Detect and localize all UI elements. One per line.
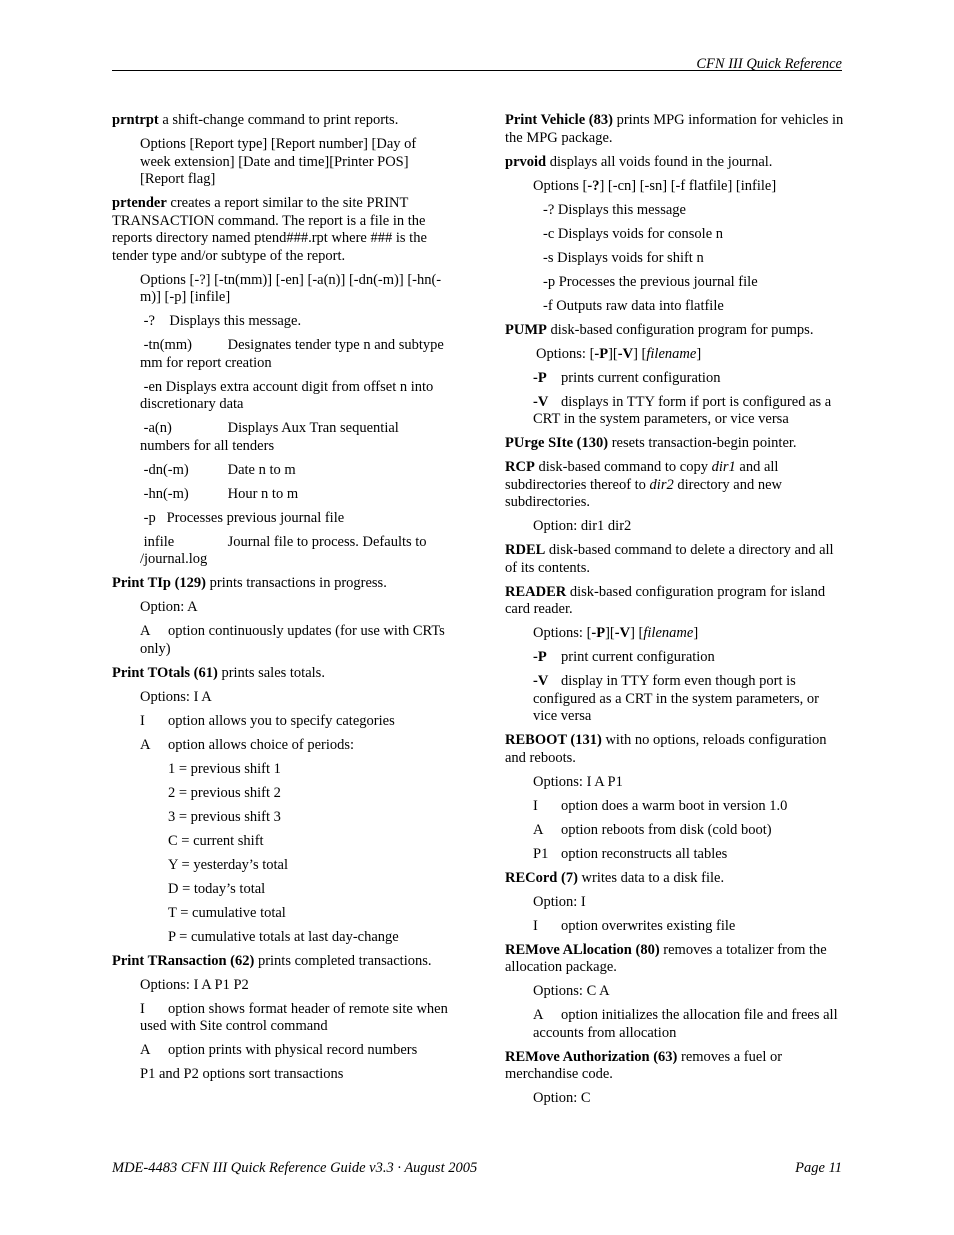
option-key: A	[140, 1042, 151, 1058]
option-value: Date n to m	[227, 461, 296, 478]
option-value: option continuously updates (for use with CRTs only)	[140, 623, 445, 657]
page-number: Page 11	[795, 1160, 842, 1176]
command-name: Print TOtals (61)	[112, 664, 218, 681]
period-item: Y = yesterday’s total	[168, 856, 288, 873]
option-key: -tn(mm)	[143, 337, 192, 353]
option-line: Option: I	[533, 893, 586, 910]
command-name: REBOOT (131)	[505, 732, 602, 748]
option-value: Displays this message.	[169, 313, 302, 329]
text: Options: [	[533, 625, 592, 641]
option-value: option reconstructs all tables	[561, 845, 728, 862]
option-item: -? Displays this message	[543, 201, 686, 218]
option-item	[140, 623, 450, 658]
option-value: prints current configuration	[561, 369, 721, 386]
text: -P	[591, 625, 606, 641]
option-item	[140, 420, 450, 455]
option-item	[533, 846, 845, 864]
text: filename	[643, 625, 694, 641]
running-header: CFN III Quick Reference	[696, 56, 842, 72]
command-desc: creates a report similar to the site PRINT TRANSACTION command. The report is a file in the reports directory named ptend###.rpt where ### is the tender type and/or subtype of the report.	[112, 195, 427, 264]
command-desc: disk-based command to copy	[534, 459, 712, 475]
command-desc: disk-based command to delete a directory and all of its contents.	[505, 542, 834, 576]
option-item	[533, 822, 845, 840]
option-value: option prints with physical record numbers	[168, 1042, 418, 1058]
option-item	[533, 370, 845, 388]
option-item	[140, 1001, 450, 1036]
option-key: -p	[143, 509, 156, 526]
command-name: PUMP	[505, 321, 547, 338]
rcp-entry	[505, 459, 845, 512]
option-line: Options: C A	[533, 983, 610, 999]
command-name: RECord (7)	[505, 869, 578, 886]
command-desc: a shift-change command to print reports.	[158, 112, 399, 128]
command-name: Print TIp (129)	[112, 575, 206, 591]
option-line: Option: A	[140, 599, 198, 615]
option-item	[533, 1007, 845, 1042]
option-line: Options [-?] [-tn(mm)] [-en] [-a(n)] [-dn(-m)] [-hn(-m)] [-p] [infile]	[140, 271, 442, 305]
option-key: I	[533, 797, 538, 814]
text: ]	[696, 345, 702, 362]
option-item	[140, 462, 450, 480]
command-desc: disk-based configuration program for island card reader.	[505, 583, 826, 617]
option-value: option allows choice of periods:	[168, 736, 355, 753]
reader-entry	[505, 584, 845, 619]
text: -V	[614, 625, 631, 641]
period-item: C = current shift	[168, 832, 264, 849]
option-key: I	[533, 917, 538, 934]
period-item: T = cumulative total	[168, 904, 286, 921]
prvoid-entry	[505, 154, 845, 172]
page-footer	[112, 1160, 842, 1178]
command-name: READER	[505, 583, 567, 600]
text: -V	[617, 345, 634, 362]
option-key: A	[533, 821, 544, 838]
option-key: -P	[533, 369, 547, 386]
option-value: print current configuration	[561, 649, 715, 665]
option-key: infile	[143, 533, 175, 550]
option-item	[533, 918, 845, 936]
option-line	[536, 346, 845, 364]
option-key: I	[140, 712, 145, 729]
option-value: option overwrites existing file	[561, 917, 736, 934]
command-desc: prints MPG information for vehicles in the MPG package.	[505, 112, 844, 146]
command-name: prntrpt	[112, 112, 159, 128]
period-item: 2 = previous shift 2	[168, 784, 281, 801]
period-item: 3 = previous shift 3	[168, 808, 281, 825]
option-item	[140, 379, 450, 414]
remove-authorization-entry	[505, 1049, 845, 1084]
left-column	[112, 112, 450, 1090]
option-item: -s Displays voids for shift n	[543, 249, 704, 266]
print-transaction-entry	[112, 953, 450, 971]
command-desc: and all subdirectories thereof to	[505, 459, 779, 493]
text: dir1	[711, 459, 736, 475]
command-name: RCP	[505, 459, 535, 475]
command-name: RDEL	[505, 542, 546, 558]
option-value: Displays Aux Tran sequential numbers for all tenders	[140, 420, 399, 454]
record-entry	[505, 870, 845, 888]
command-name: prvoid	[505, 153, 547, 170]
command-desc: resets transaction-begin pointer.	[608, 435, 797, 451]
command-desc: writes data to a disk file.	[577, 869, 725, 886]
command-name: PUrge SIte (130)	[505, 435, 609, 451]
option-item	[533, 673, 845, 726]
option-key: -a(n)	[143, 420, 172, 436]
option-key: P1	[533, 845, 549, 862]
option-item	[140, 737, 450, 755]
option-value: option shows format header of remote site when used with Site control command	[140, 1000, 448, 1034]
print-vehicle-entry	[505, 112, 845, 147]
option-value: Processes previous journal file	[166, 509, 345, 526]
rdel-entry	[505, 542, 845, 577]
period-item: 1 = previous shift 1	[168, 760, 281, 777]
option-item	[140, 713, 450, 731]
option-key: -en	[143, 378, 163, 395]
command-name: REMove ALlocation (80)	[505, 941, 660, 958]
text: ]	[693, 625, 699, 641]
option-key: A	[140, 623, 151, 639]
command-desc: with no options, reloads configuration and reboots.	[505, 732, 827, 766]
option-value: Designates tender type n and subtype mm for report creation	[140, 337, 444, 371]
option-line: Options: I A P1 P2	[140, 976, 249, 993]
period-item: P = cumulative totals at last day-change	[168, 928, 399, 945]
command-name: Print TRansaction (62)	[112, 952, 255, 969]
option-item: -p Processes the previous journal file	[543, 273, 758, 290]
remove-allocation-entry	[505, 942, 845, 977]
text: -?	[587, 177, 600, 194]
reboot-entry	[505, 732, 845, 767]
option-item	[533, 394, 845, 429]
option-line	[533, 625, 845, 643]
pump-entry	[505, 322, 845, 340]
command-desc: disk-based configuration program for pumps.	[546, 321, 814, 338]
option-item	[140, 1042, 450, 1060]
text: ][	[608, 345, 618, 362]
option-item: -f Outputs raw data into flatfile	[543, 297, 724, 314]
option-key: -V	[533, 393, 549, 410]
option-value: option reboots from disk (cold boot)	[561, 821, 772, 838]
option-value: Displays extra account digit from offset n into discretionary data	[140, 378, 434, 412]
option-line: Options: I A P1	[533, 773, 623, 790]
footer-title: MDE-4483 CFN III Quick Reference Guide v3.3 · August 2005	[112, 1160, 478, 1176]
text: -P	[594, 345, 609, 362]
option-item	[140, 534, 450, 569]
option-value: displays in TTY form if port is configured as a CRT in the system parameters, or vice versa	[533, 393, 832, 427]
option-line: Options [Report type] [Report number] [Day of week extension] [Date and time][Printer POS] [Report flag]	[140, 136, 417, 187]
print-totals-entry	[112, 665, 450, 683]
text: dir2	[649, 476, 674, 493]
option-key: -V	[533, 673, 549, 689]
print-tip-entry	[112, 575, 450, 593]
option-item	[140, 313, 450, 331]
right-column	[505, 112, 845, 1114]
option-key: -?	[143, 313, 155, 329]
text: ] [-cn] [-sn] [-f flatfile] [infile]	[599, 177, 777, 194]
option-item	[140, 510, 450, 528]
command-desc: removes a fuel or merchandise code.	[505, 1048, 783, 1082]
command-name: Print Vehicle (83)	[505, 112, 613, 128]
text: ][	[605, 625, 615, 641]
option-key: A	[533, 1007, 544, 1023]
header-rule	[112, 70, 842, 71]
option-value: Hour n to m	[227, 485, 299, 502]
option-line	[533, 178, 845, 196]
option-line: Options: I A	[140, 688, 212, 705]
option-key: -hn(-m)	[143, 485, 189, 502]
option-item	[533, 649, 845, 667]
prtender-entry	[112, 195, 450, 265]
option-item	[140, 486, 450, 504]
option-line: P1 and P2 options sort transactions	[140, 1066, 344, 1082]
option-key: I	[140, 1000, 145, 1017]
option-key: -dn(-m)	[143, 461, 189, 478]
prntrpt-entry	[112, 112, 450, 130]
text: ] [	[630, 625, 644, 641]
command-desc: removes a totalizer from the allocation package.	[505, 941, 827, 975]
purge-site-entry	[505, 435, 845, 453]
option-key: -P	[533, 649, 547, 665]
option-value: option allows you to specify categories	[168, 712, 395, 729]
command-desc: directory and new subdirectories.	[505, 476, 783, 510]
command-name: prtender	[112, 195, 167, 211]
option-key: A	[140, 736, 151, 753]
text: Options: [	[536, 345, 595, 362]
option-value: display in TTY form even though port is configured as a CRT in the system parameters, or vice versa	[533, 673, 819, 724]
text: filename	[646, 345, 697, 362]
command-desc: prints sales totals.	[217, 664, 325, 681]
option-item: -c Displays voids for console n	[543, 225, 724, 242]
option-line: Option: C	[533, 1090, 591, 1106]
text: ] [	[633, 345, 647, 362]
option-value: option initializes the allocation file and frees all accounts from allocation	[533, 1007, 838, 1041]
command-name: REMove Authorization (63)	[505, 1048, 678, 1065]
command-desc: prints completed transactions.	[254, 952, 432, 969]
period-item: D = today’s total	[168, 880, 266, 897]
text: Options [	[533, 177, 588, 194]
option-line: Option: dir1 dir2	[533, 518, 632, 534]
option-value: Journal file to process. Defaults to /journal.log	[140, 533, 427, 567]
option-item	[533, 798, 845, 816]
command-desc: prints transactions in progress.	[206, 575, 387, 591]
option-value: option does a warm boot in version 1.0	[561, 797, 788, 814]
option-item	[140, 337, 450, 372]
command-desc: displays all voids found in the journal.	[546, 153, 773, 170]
